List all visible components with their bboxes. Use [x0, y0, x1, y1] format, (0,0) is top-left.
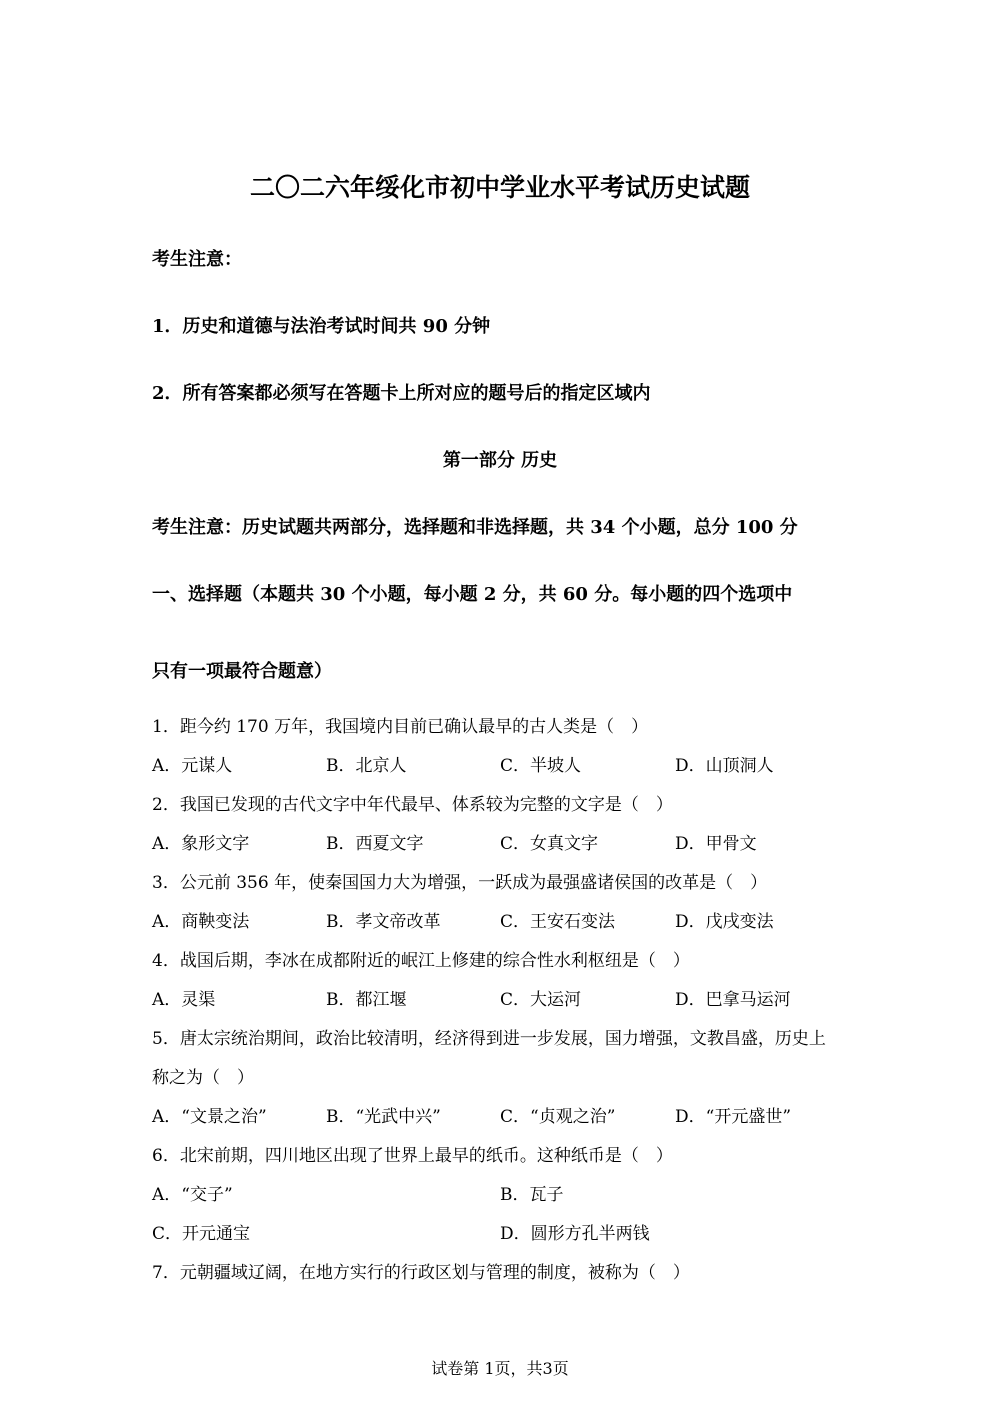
option-b: B．“光武中兴”	[326, 1107, 441, 1127]
option-d: D．甲骨文	[675, 834, 757, 854]
option-a: A．象形文字	[152, 834, 250, 854]
question-6-options-row2	[152, 1219, 852, 1243]
question-7: 7．元朝疆域辽阔，在地方实行的行政区划与管理的制度，被称为（ ）	[152, 1263, 690, 1283]
option-a: A．“交子”	[152, 1185, 233, 1205]
notice-heading: 考生注意：	[152, 249, 242, 270]
option-d: D．戊戌变法	[675, 912, 774, 932]
question-1-options	[152, 751, 852, 775]
question-6: 6．北宋前期，四川地区出现了世界上最早的纸币。这种纸币是（ ）	[152, 1146, 673, 1166]
part-notice: 考生注意：历史试题共两部分，选择题和非选择题，共 34 个小题，总分 100 分	[152, 517, 798, 538]
question-2-options	[152, 829, 852, 853]
question-5-line1: 5．唐太宗统治期间，政治比较清明，经济得到进一步发展，国力增强，文教昌盛，历史上	[152, 1029, 826, 1049]
option-d: D．“开元盛世”	[675, 1107, 792, 1127]
option-b: B．都江堰	[326, 990, 407, 1010]
option-b: B．瓦子	[500, 1185, 564, 1205]
option-d: D．巴拿马运河	[675, 990, 791, 1010]
option-c: C．王安石变法	[500, 912, 616, 932]
notice-item-2: 2．所有答案都必须写在答题卡上所对应的题号后的指定区域内	[152, 383, 651, 404]
option-c: C．开元通宝	[152, 1224, 251, 1244]
question-4: 4．战国后期，李冰在成都附近的岷江上修建的综合性水利枢纽是（ ）	[152, 951, 690, 971]
question-1: 1．距今约 170 万年，我国境内目前已确认最早的古人类是（ ）	[152, 717, 649, 737]
question-4-options	[152, 985, 852, 1009]
section-heading-line2: 只有一项最符合题意）	[152, 661, 332, 682]
question-5-line2: 称之为（ ）	[152, 1068, 254, 1088]
option-b: B．孝文帝改革	[326, 912, 441, 932]
question-3: 3．公元前 356 年，使秦国国力大为增强，一跃成为最强盛诸侯国的改革是（ ）	[152, 873, 768, 893]
option-a: A．元谋人	[152, 756, 233, 776]
option-c: C．“贞观之治”	[500, 1107, 616, 1127]
page-footer: 试卷第 1页，共3页	[431, 1359, 569, 1378]
page-title: 二〇二六年绥化市初中学业水平考试历史试题	[249, 173, 750, 202]
option-a: A．灵渠	[152, 990, 216, 1010]
option-d: D．山顶洞人	[675, 756, 774, 776]
option-c: C．半坡人	[500, 756, 582, 776]
question-5-options	[152, 1102, 852, 1126]
question-2: 2．我国已发现的古代文字中年代最早、体系较为完整的文字是（ ）	[152, 795, 673, 815]
option-a: A．商鞅变法	[152, 912, 250, 932]
option-d: D．圆形方孔半两钱	[500, 1224, 650, 1244]
option-b: B．西夏文字	[326, 834, 424, 854]
question-6-options-row1	[152, 1180, 852, 1204]
option-b: B．北京人	[326, 756, 407, 776]
option-c: C．女真文字	[500, 834, 599, 854]
option-a: A．“文景之治”	[152, 1107, 267, 1127]
question-3-options	[152, 907, 852, 931]
section-heading-line1: 一、选择题（本题共 30 个小题，每小题 2 分，共 60 分。每小题的四个选项中	[152, 584, 793, 605]
notice-item-1: 1．历史和道德与法治考试时间共 90 分钟	[152, 316, 491, 337]
part-heading: 第一部分 历史	[442, 450, 558, 471]
option-c: C．大运河	[500, 990, 582, 1010]
